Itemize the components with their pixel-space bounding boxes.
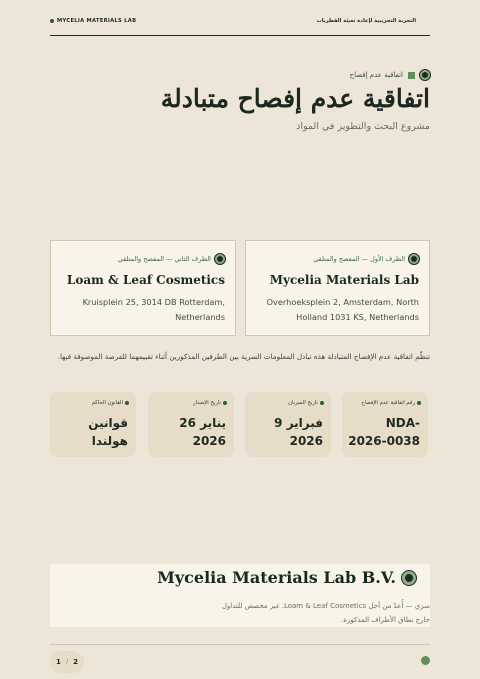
page-title: اتفاقية عدم إفصاح متبادلة	[160, 84, 430, 113]
company-name	[157, 568, 416, 587]
footer-dot-icon	[421, 656, 430, 665]
meta-label: تاريخ الإصدار	[192, 400, 221, 406]
dot-icon	[320, 401, 324, 405]
company-banner	[50, 564, 430, 627]
party-card-second	[50, 240, 236, 336]
party-name: Loam & Leaf Cosmetics	[66, 273, 225, 287]
brand-mark	[50, 18, 136, 24]
ring-icon	[402, 571, 416, 585]
meta-tile-issue-date	[148, 392, 234, 457]
confidentiality-note: سري — أُعدّ من أجل Loam & Leaf Cosmetics. غير مخصص للتداول خارج نطاق الأطراف المذكورة.	[221, 602, 430, 624]
page-footer	[50, 644, 430, 666]
dot-icon	[125, 401, 129, 405]
party-tag	[118, 254, 225, 264]
company-name-text: Mycelia Materials Lab B.V.	[157, 568, 396, 587]
meta-value: 9 فبراير 2026	[274, 416, 323, 448]
party-tag-label: الطرف الأول — المفصح والمتلقي	[313, 255, 405, 263]
ring-icon	[215, 254, 225, 264]
ring-icon	[409, 254, 419, 264]
meta-tile-nda-number	[342, 392, 428, 457]
party-card-first	[245, 240, 430, 336]
meta-tile-governing-law	[50, 392, 136, 457]
party-address: Kruisplein 25, 3014 DB Rotterdam, Netherlands	[82, 297, 225, 322]
square-icon	[408, 72, 415, 79]
meta-label: القانون الحاكم	[91, 400, 123, 406]
dot-icon	[223, 401, 227, 405]
ring-icon	[420, 70, 430, 80]
meta-value: 26 يناير 2026	[179, 416, 226, 448]
header-doc-title: التجربة التجريبية لإعادة تعبئة الفطريات	[316, 18, 416, 24]
page-header	[50, 14, 430, 36]
party-address: Overhoeksplein 2, Amsterdam, North Holland 1031 KS, Netherlands	[266, 297, 419, 322]
page-indicator	[50, 651, 84, 673]
meta-label: رقم اتفاقية عدم الإفصاح	[361, 400, 415, 406]
brand-dot-icon	[50, 19, 54, 23]
meta-value: قوانين هولندا	[88, 416, 128, 448]
party-name: Mycelia Materials Lab	[269, 273, 419, 287]
eyebrow	[350, 70, 430, 80]
meta-tile-effective-date	[245, 392, 331, 457]
page-subtitle: مشروع البحث والتطوير في المواد	[296, 121, 430, 132]
intro-paragraph: تنظّم اتفاقية عدم الإفصاح المتبادلة هذه تبادل المعلومات السرية بين الطرفين المذكورين أثناء تقييمهما للفرصة الموصوفة فيها.	[57, 352, 430, 361]
brand-name: MYCELIA MATERIALS LAB	[57, 18, 137, 24]
page-current: 1	[55, 658, 61, 666]
page-total: 2	[73, 658, 79, 666]
eyebrow-label: اتفاقية عدم إفصاح	[349, 71, 403, 79]
page-separator: /	[65, 658, 69, 666]
party-tag-label: الطرف الثاني — المفصح والمتلقي	[117, 255, 211, 263]
dot-icon	[417, 401, 421, 405]
party-tag	[313, 254, 419, 264]
meta-label: تاريخ السريان	[288, 400, 318, 406]
meta-value: NDA-2026-0038	[348, 416, 420, 448]
